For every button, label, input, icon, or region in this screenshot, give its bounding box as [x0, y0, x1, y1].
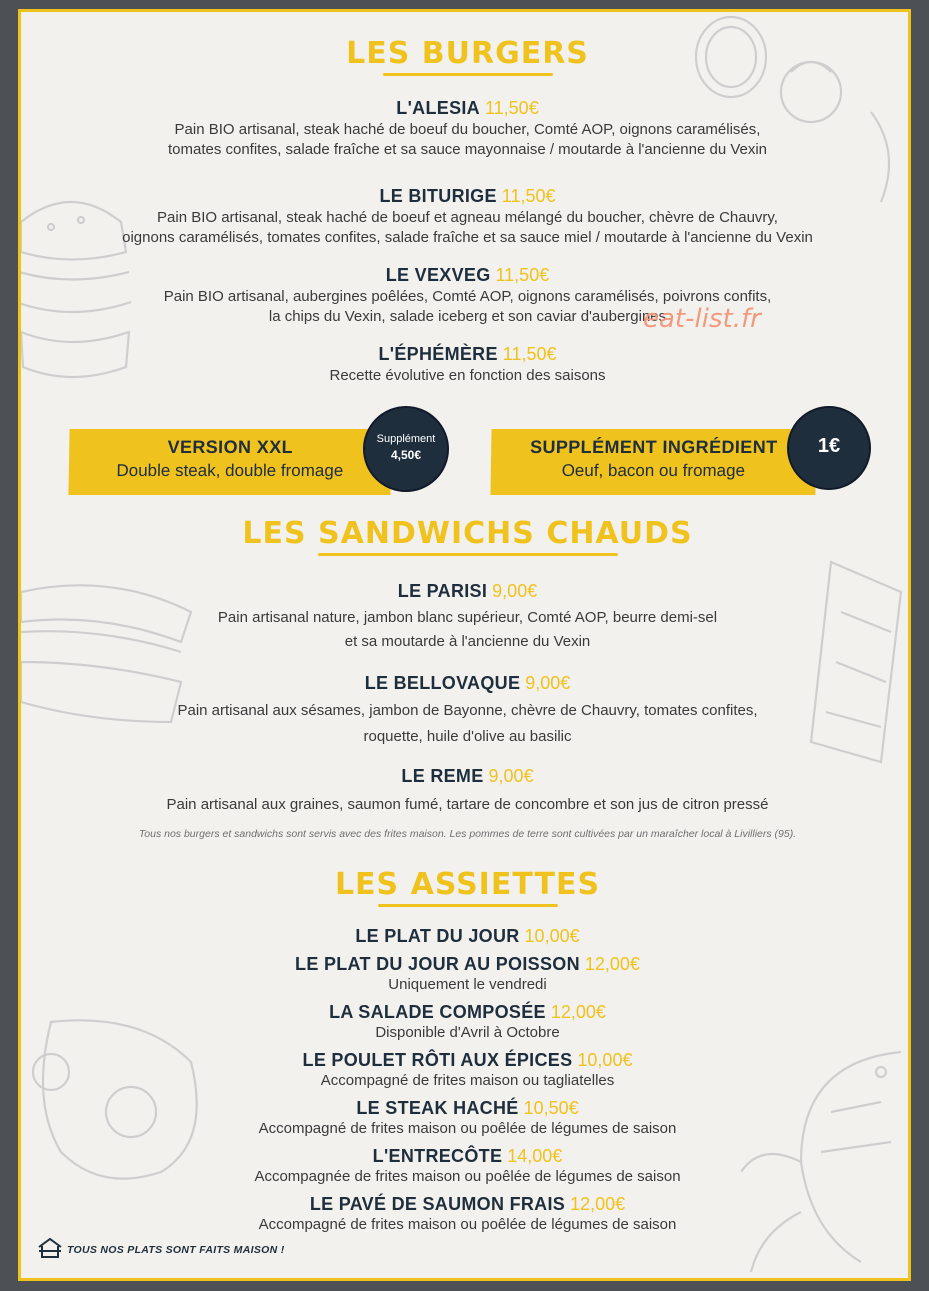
item-desc: Accompagnée de frites maison ou poêlée de légumes de saison — [254, 1168, 681, 1185]
menu-page — [18, 9, 911, 1281]
item-name: LE STEAK HACHÉ — [356, 1098, 519, 1118]
supplement-badge-price: 1€ — [817, 435, 841, 457]
menu-item — [21, 954, 911, 995]
item-name: LE PAVÉ DE SAUMON FRAIS — [309, 1194, 566, 1214]
item-desc: Disponible d'Avril à Octobre — [375, 1024, 560, 1041]
item-price: 9,00€ — [525, 673, 571, 693]
item-name: LE BITURIGE — [379, 186, 497, 206]
menu-item — [21, 1146, 911, 1187]
item-price: 14,00€ — [507, 1146, 563, 1166]
item-name: LE VEXVEG — [385, 265, 491, 285]
menu-item — [21, 265, 911, 327]
menu-item — [21, 581, 911, 654]
menu-item — [21, 344, 911, 386]
item-price: 10,00€ — [577, 1050, 633, 1070]
item-name: LE POULET RÔTI AUX ÉPICES — [302, 1050, 573, 1070]
item-name: L'ALESIA — [396, 98, 480, 118]
item-desc: Pain BIO artisanal, steak haché de boeuf et agneau mélangé du boucher, chèvre de Chauvry, — [157, 209, 778, 226]
homemade-note: TOUS NOS PLATS SONT FAITS MAISON ! — [67, 1244, 285, 1256]
menu-item — [21, 186, 911, 248]
watermark: eat-list.fr — [643, 304, 761, 334]
item-desc: la chips du Vexin, salade iceberg et son caviar d'aubergines — [268, 308, 667, 325]
assiettes-title-text: LES ASSIETTES — [334, 867, 601, 902]
item-name: LA SALADE COMPOSÉE — [329, 1002, 546, 1022]
supplement-price-badge — [787, 406, 871, 490]
menu-item — [21, 766, 911, 817]
item-desc: Recette évolutive en fonction des saisons — [329, 367, 606, 384]
menu-item — [21, 1002, 911, 1043]
item-price: 10,50€ — [523, 1098, 579, 1118]
item-name: LE PLAT DU JOUR — [355, 926, 520, 946]
item-desc: Accompagné de frites maison ou tagliatelles — [320, 1072, 615, 1089]
menu-item — [21, 1098, 911, 1139]
burgers-title — [21, 36, 911, 76]
menu-item — [21, 1194, 911, 1235]
item-name: L'ENTRECÔTE — [372, 1146, 503, 1166]
item-price: 12,00€ — [584, 954, 640, 974]
item-price: 12,00€ — [570, 1194, 626, 1214]
house-icon — [37, 1237, 63, 1259]
xxl-badge-label: Supplément — [376, 433, 436, 445]
item-price: 9,00€ — [488, 766, 534, 786]
item-desc: Pain BIO artisanal, steak haché de boeuf du boucher, Comté AOP, oignons caramélisés, — [174, 121, 761, 138]
item-name: LE PLAT DU JOUR AU POISSON — [295, 954, 580, 974]
item-desc: Pain BIO artisanal, aubergines poêlées, Comté AOP, oignons caramélisés, poivrons confits, — [163, 288, 772, 305]
item-desc: roquette, huile d'olive au basilic — [363, 728, 572, 745]
item-name: L'ÉPHÉMÈRE — [378, 344, 498, 364]
item-name: LE PARISI — [397, 581, 488, 601]
menu-item — [21, 926, 911, 947]
supplement-banner — [490, 429, 816, 495]
assiettes-title — [21, 867, 911, 907]
item-name: LE REME — [401, 766, 484, 786]
item-price: 12,00€ — [550, 1002, 606, 1022]
xxl-sub: Double steak, double fromage — [116, 461, 344, 480]
item-name: LE BELLOVAQUE — [364, 673, 521, 693]
item-price: 10,00€ — [524, 926, 580, 946]
item-desc: oignons caramélisés, tomates confites, salade fraîche et sa sauce miel / moutarde à l'ancienne du Vexin — [122, 229, 813, 246]
item-price: 11,50€ — [495, 265, 550, 285]
item-desc: tomates confites, salade fraîche et sa sauce mayonnaise / moutarde à l'ancienne du Vexin — [167, 141, 768, 158]
item-desc: Pain artisanal aux sésames, jambon de Bayonne, chèvre de Chauvry, tomates confites, — [177, 702, 758, 719]
item-desc: et sa moutarde à l'ancienne du Vexin — [344, 633, 591, 650]
xxl-title: VERSION XXL — [167, 437, 294, 457]
supplement-title: SUPPLÉMENT INGRÉDIENT — [529, 437, 778, 457]
fries-note: Tous nos burgers et sandwichs sont servis avec des frites maison. Les pommes de terre sont cultivées par un maraîcher local à Livilliers (95). — [138, 828, 797, 840]
item-price: 11,50€ — [501, 186, 556, 206]
item-price: 9,00€ — [492, 581, 538, 601]
item-desc: Pain artisanal aux graines, saumon fumé, tartare de concombre et son jus de citron pressé — [166, 796, 769, 813]
menu-item — [21, 1050, 911, 1091]
item-desc: Accompagné de frites maison ou poêlée de légumes de saison — [258, 1216, 677, 1233]
menu-item — [21, 98, 911, 160]
item-price: 11,50€ — [484, 98, 539, 118]
menu-item — [21, 673, 911, 750]
xxl-badge-price: 4,50€ — [390, 448, 422, 462]
item-desc: Uniquement le vendredi — [388, 976, 547, 993]
sandwichs-title-text: LES SANDWICHS CHAUDS — [242, 516, 693, 551]
item-desc: Accompagné de frites maison ou poêlée de légumes de saison — [258, 1120, 677, 1137]
burgers-title-text: LES BURGERS — [346, 36, 589, 71]
xxl-price-badge — [363, 406, 449, 492]
item-price: 11,50€ — [502, 344, 557, 364]
sandwichs-title — [21, 516, 911, 556]
xxl-banner — [68, 429, 391, 495]
item-desc: Pain artisanal nature, jambon blanc supérieur, Comté AOP, beurre demi-sel — [217, 609, 718, 626]
supplement-sub: Oeuf, bacon ou fromage — [561, 461, 746, 480]
